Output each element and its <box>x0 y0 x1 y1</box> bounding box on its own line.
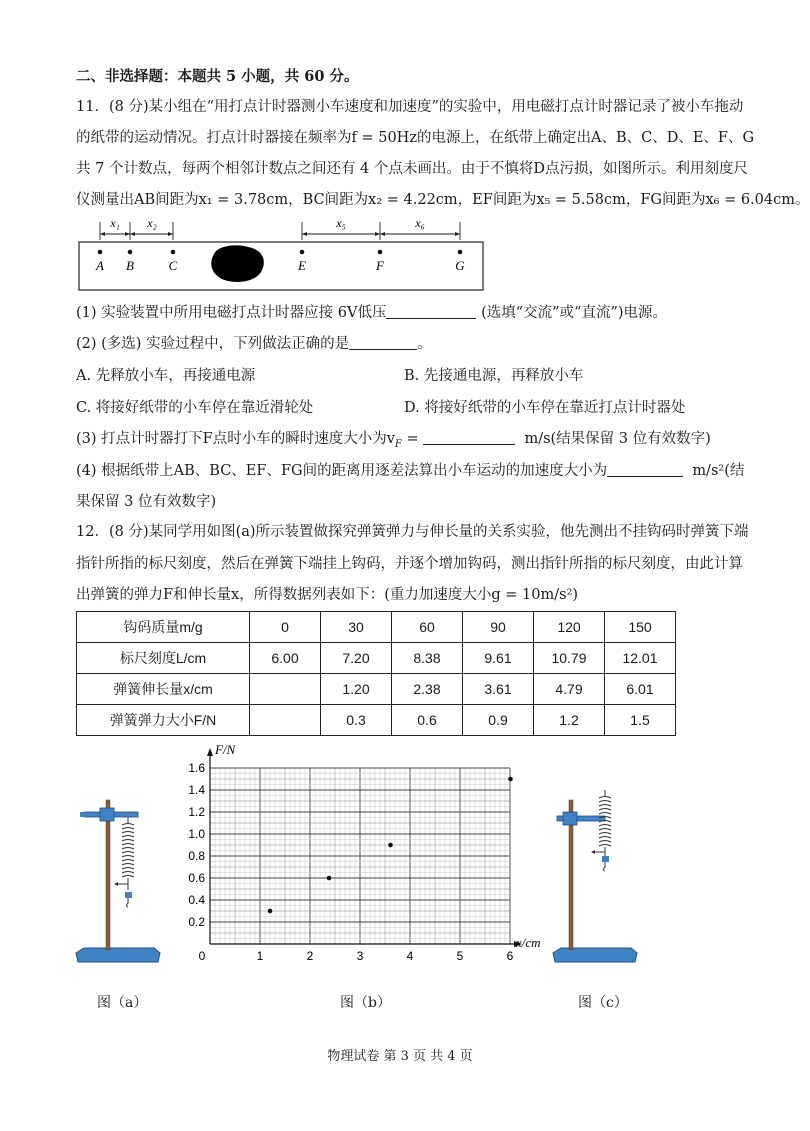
y-tick-label: 0.6 <box>188 871 205 885</box>
answer-blank[interactable] <box>607 462 683 477</box>
dim-label: x₁ <box>110 216 120 230</box>
answer-blank[interactable] <box>349 335 417 350</box>
y-tick-label: 1.4 <box>188 783 205 797</box>
point-label: G <box>455 258 465 273</box>
point-label: B <box>126 258 134 273</box>
x-tick-label: 1 <box>256 949 264 963</box>
page-footer: 物理试卷 第 3 页 共 4 页 <box>327 1049 473 1064</box>
tape-outline <box>79 242 483 290</box>
q11-line-2: 的纸带的运动情况。打点计时器接在频率为f = 50Hz的电源上，在纸带上确定出A、B、C、D、E、F、G <box>76 130 755 146</box>
data-table <box>76 611 676 736</box>
q11-sub4: (4) 根据纸带上AB、BC、EF、FG间的距离用逐差法算出小车运动的加速度大小为 m/s²(结 <box>76 463 745 479</box>
point-label: E <box>298 258 306 273</box>
table-row: 标尺刻度L/cm 6.00 7.20 8.38 9.61 10.79 12.01 <box>77 643 676 674</box>
x-tick-label: 3 <box>356 949 364 963</box>
y-tick-label: 1.0 <box>188 827 205 841</box>
answer-blank[interactable] <box>386 304 476 319</box>
paper-tape-figure <box>76 212 486 292</box>
dim-label: x₅ <box>336 216 346 230</box>
table-row: 钩码质量m/g 0 30 60 90 120 150 <box>77 612 676 643</box>
origin-label: 0 <box>198 949 206 963</box>
smudge-blot <box>211 245 264 282</box>
dim-label: x₆ <box>415 216 425 230</box>
y-axis-label: F/N <box>215 742 236 757</box>
q11-line-3: 共 7 个计数点，每两个相邻计数点之间还有 4 个点未画出。由于不慎将D点污损，如图所示。利用刻度尺 <box>76 161 749 177</box>
data-point <box>268 909 273 914</box>
point-label: C <box>168 258 178 273</box>
x-tick-label: 4 <box>406 949 414 963</box>
y-tick-label: 1.2 <box>188 805 205 819</box>
y-axis-arrow <box>207 748 213 756</box>
data-point <box>508 777 513 782</box>
table-row: 弹簧伸长量x/cm 1.20 2.38 3.61 4.79 6.01 <box>77 674 676 705</box>
q12-line-2: 指针所指的标尺刻度，然后在弹簧下端挂上钩码，并逐个增加钩码，测出指针所指的标尺刻度，由此计算 <box>76 556 743 572</box>
q12-line-1: 12．(8 分)某同学用如图(a)所示装置做探究弹簧弹力与伸长量的关系实验，他先测出不挂钩码时弹簧下端 <box>76 524 749 540</box>
y-tick-label: 1.6 <box>188 761 205 775</box>
option-c[interactable]: C. 将接好纸带的小车停在靠近滑轮处 <box>76 400 314 416</box>
q11-sub4-cont: 果保留 3 位有效数字) <box>76 494 217 510</box>
x-tick-label: 5 <box>456 949 464 963</box>
figure-c-apparatus <box>547 790 647 975</box>
force-extension-chart <box>180 740 541 980</box>
point-label: A <box>96 258 104 273</box>
caption-fig-c: 图（c） <box>578 995 628 1011</box>
data-point <box>388 843 393 848</box>
dim-label: x₂ <box>147 216 157 230</box>
section-title: 二、非选择题：本题共 5 小题，共 60 分。 <box>76 68 359 85</box>
option-b[interactable]: B. 先接通电源，再释放小车 <box>404 368 584 384</box>
data-point <box>327 876 332 881</box>
q11-sub1: (1) 实验装置中所用电磁打点计时器应接 6V低压 (选填“交流”或“直流”)电源。 <box>76 305 668 321</box>
y-tick-label: 0.4 <box>188 893 205 907</box>
option-d[interactable]: D. 将接好纸带的小车停在靠近打点计时器处 <box>404 400 686 416</box>
y-tick-label: 0.2 <box>188 915 205 929</box>
q11-sub2: (2) (多选) 实验过程中，下列做法正确的是 。 <box>76 336 432 352</box>
q11-line-4: 仪测量出AB间距为x₁ = 3.78cm，BC间距为x₂ = 4.22cm，EF间距为x₅ = 5.58cm，FG间距为x₆ = 6.04cm。 <box>76 192 810 208</box>
y-tick-label: 0.8 <box>188 849 205 863</box>
option-a[interactable]: A. 先释放小车，再接通电源 <box>76 368 256 384</box>
answer-blank[interactable] <box>423 430 515 445</box>
point-label: F <box>376 258 384 273</box>
caption-fig-a: 图（a） <box>97 995 148 1011</box>
x-tick-label: 6 <box>506 949 514 963</box>
table-row: 弹簧弹力大小F/N 0.3 0.6 0.9 1.2 1.5 <box>77 705 676 736</box>
x-tick-label: 2 <box>306 949 314 963</box>
q12-line-3: 出弹簧的弹力F和伸长量x，所得数据列表如下：(重力加速度大小g = 10m/s²) <box>76 587 579 603</box>
x-axis-label: x/cm <box>516 935 541 950</box>
figure-a-apparatus <box>70 790 170 975</box>
q11-sub3: (3) 打点计时器打下F点时小车的瞬时速度大小为$v_F$ = m/s(结果保留 3 位有效数字) <box>76 431 711 450</box>
caption-fig-b: 图（b） <box>340 995 391 1011</box>
q11-line-1: 11．(8 分)某小组在“用打点计时器测小车速度和加速度”的实验中，用电磁打点计时器记录了被小车拖动 <box>76 99 744 115</box>
